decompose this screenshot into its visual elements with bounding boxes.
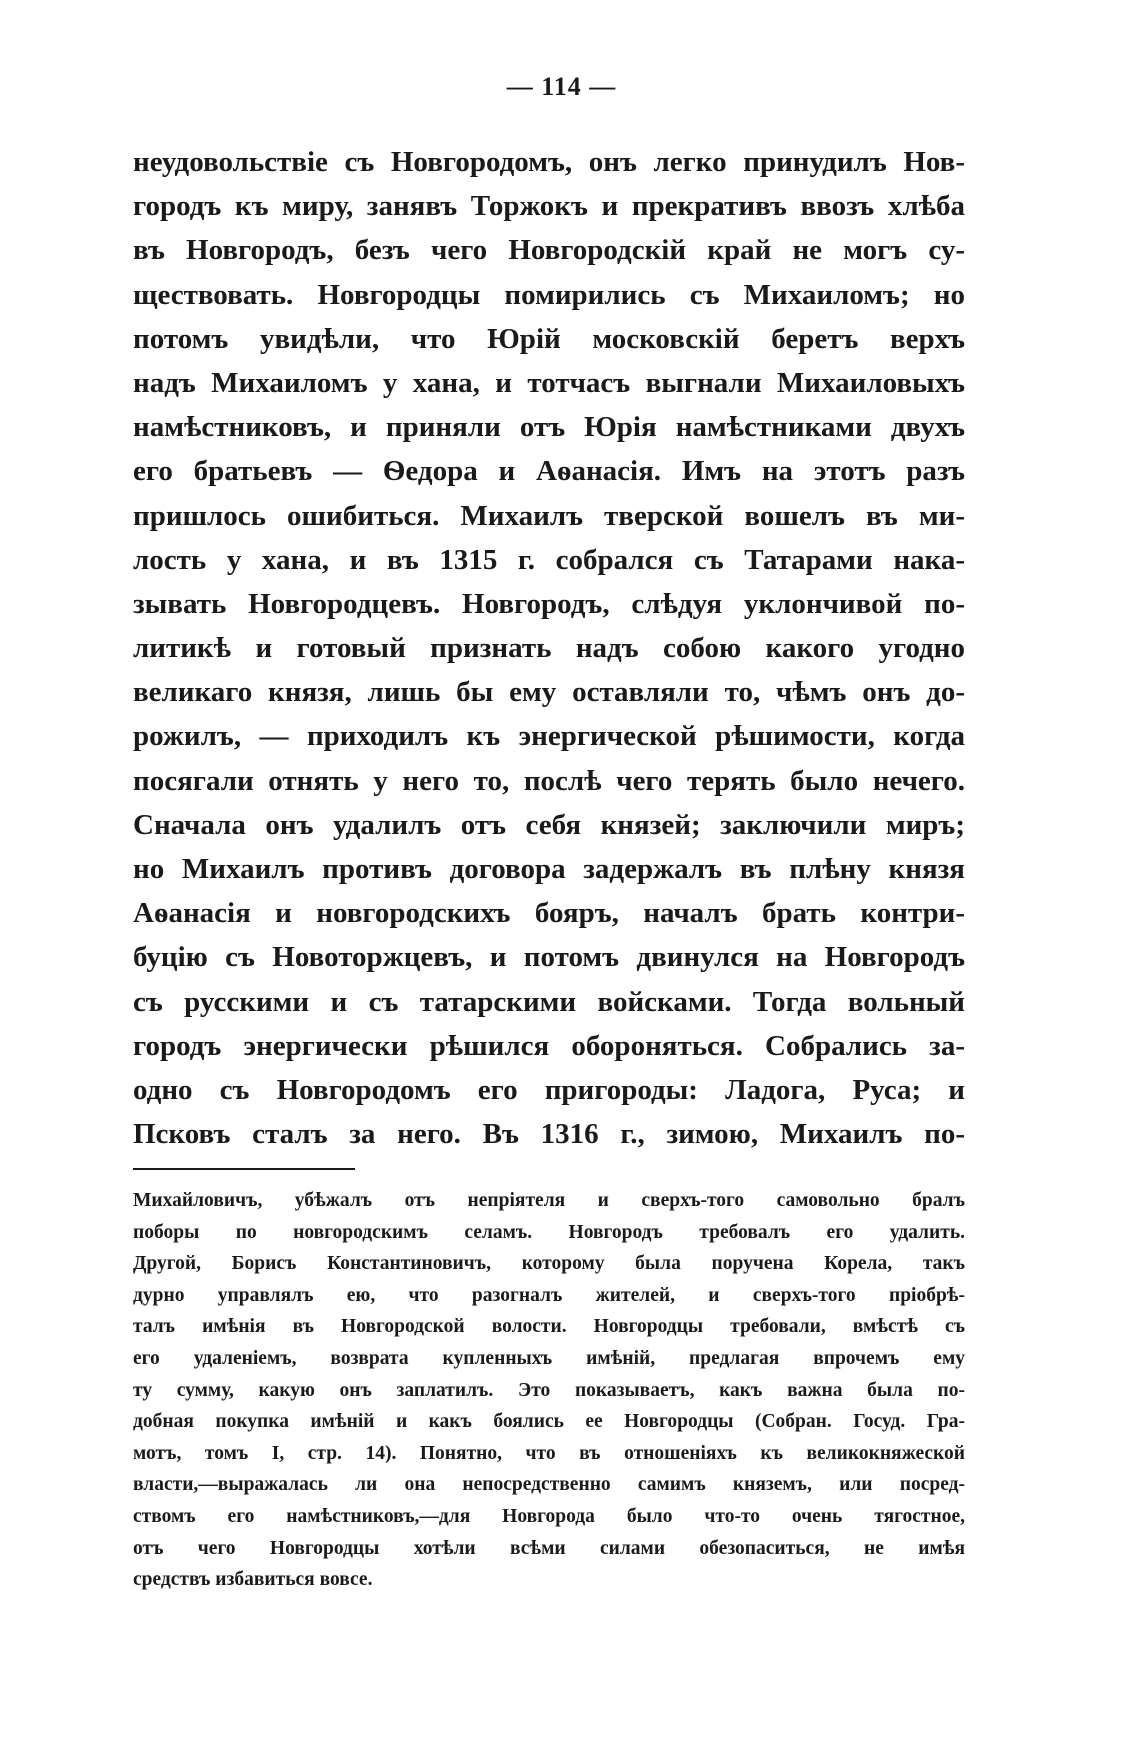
text-line: городъ къ миру, занявъ Торжокъ и прекративъ ввозъ хлѣба — [133, 190, 965, 223]
text-line: въ Новгородъ, безъ чего Новгородскій край не могъ су- — [133, 234, 965, 267]
text-line: Псковъ сталъ за него. Въ 1316 г., зимою, Михаилъ по- — [133, 1118, 965, 1151]
footnote-line: ствомъ его намѣстниковъ,—для Новгорода было что-то очень тягостное, — [133, 1505, 965, 1527]
text-line: буцію съ Новоторжцевъ, и потомъ двинулся на Новгородъ — [133, 941, 965, 974]
text-line: его братьевъ — Ѳедора и Аѳанасія. Имъ на этотъ разъ — [133, 455, 965, 488]
main-text — [133, 140, 965, 1156]
text-line: литикѣ и готовый признать надъ собою какого угодно — [133, 632, 965, 665]
footnote-line: его удаленіемъ, возврата купленныхъ имѣній, предлагая впрочемъ ему — [133, 1347, 965, 1369]
text-line: пришлось ошибиться. Михаилъ тверской вошелъ въ ми- — [133, 499, 965, 532]
text-line: посягали отнять у него то, послѣ чего терять было нечего. — [133, 764, 965, 797]
footnote-line: мотъ, томъ I, стр. 14). Понятно, что въ отношеніяхъ къ великокняжеской — [133, 1442, 965, 1464]
footnote-line: власти,—выражалась ли она непосредственно самимъ княземъ, или посред- — [133, 1474, 965, 1496]
footnote-divider — [133, 1168, 355, 1170]
footnote-line: талъ имѣнія въ Новгородской волости. Новгородцы требовали, вмѣстѣ съ — [133, 1316, 965, 1338]
footnote-line: поборы по новгородскимъ селамъ. Новгородъ требовалъ его удалить. — [133, 1221, 965, 1243]
footnote-line: отъ чего Новгородцы хотѣли всѣми силами обезопаситься, не имѣя — [133, 1537, 965, 1559]
text-line: Аѳанасія и новгородскихъ бояръ, началъ брать контри- — [133, 897, 965, 930]
text-line: Сначала онъ удалилъ отъ себя князей; заключили миръ; — [133, 808, 965, 841]
footnote-line: ту сумму, какую онъ заплатилъ. Это показываетъ, какъ важна была по- — [133, 1379, 965, 1401]
footnote-text — [133, 1185, 965, 1596]
text-line: надъ Михаиломъ у хана, и тотчасъ выгнали Михаиловыхъ — [133, 366, 965, 399]
text-line: неудовольствіе съ Новгородомъ, онъ легко принудилъ Нов- — [133, 146, 965, 178]
text-line: одно съ Новгородомъ его пригороды: Ладога, Руса; и — [133, 1073, 965, 1106]
text-line: но Михаилъ противъ договора задержалъ въ плѣну князя — [133, 853, 965, 885]
text-line: лость у хана, и въ 1315 г. собрался съ Татарами нака- — [133, 543, 965, 576]
text-line: потомъ увидѣли, что Юрій московскій беретъ верхъ — [133, 322, 965, 355]
text-line: намѣстниковъ, и приняли отъ Юрія намѣстниками двухъ — [133, 411, 965, 444]
footnote-line: дурно управлялъ ею, что разогналъ жителей, и сверхъ-того пріобрѣ- — [133, 1284, 965, 1306]
text-line: великаго князя, лишь бы ему оставляли то, чѣмъ онъ до- — [133, 676, 965, 709]
text-line: съ русскими и съ татарскими войсками. Тогда вольный — [133, 985, 965, 1018]
text-line: зывать Новгородцевъ. Новгородъ, слѣдуя уклончивой по- — [133, 587, 965, 620]
footnote-line: добная покупка имѣній и какъ боялись ее Новгородцы (Собран. Госуд. Гра- — [133, 1411, 965, 1433]
page-number: — 114 — — [506, 72, 617, 101]
footnote-line: Михайловичъ, убѣжалъ отъ непріятеля и сверхъ-того самовольно бралъ — [133, 1190, 965, 1211]
footnote-line: Другой, Борисъ Константиновичъ, которому была поручена Корела, такъ — [133, 1253, 965, 1275]
text-line: городъ энергически рѣшился обороняться. Собрались за- — [133, 1029, 965, 1062]
footnote-line: средствъ избавиться вовсе. — [133, 1569, 373, 1591]
text-line: ществовать. Новгородцы помирились съ Михаиломъ; но — [133, 278, 965, 311]
text-line: рожилъ, — приходилъ къ энергической рѣшимости, когда — [133, 720, 965, 753]
